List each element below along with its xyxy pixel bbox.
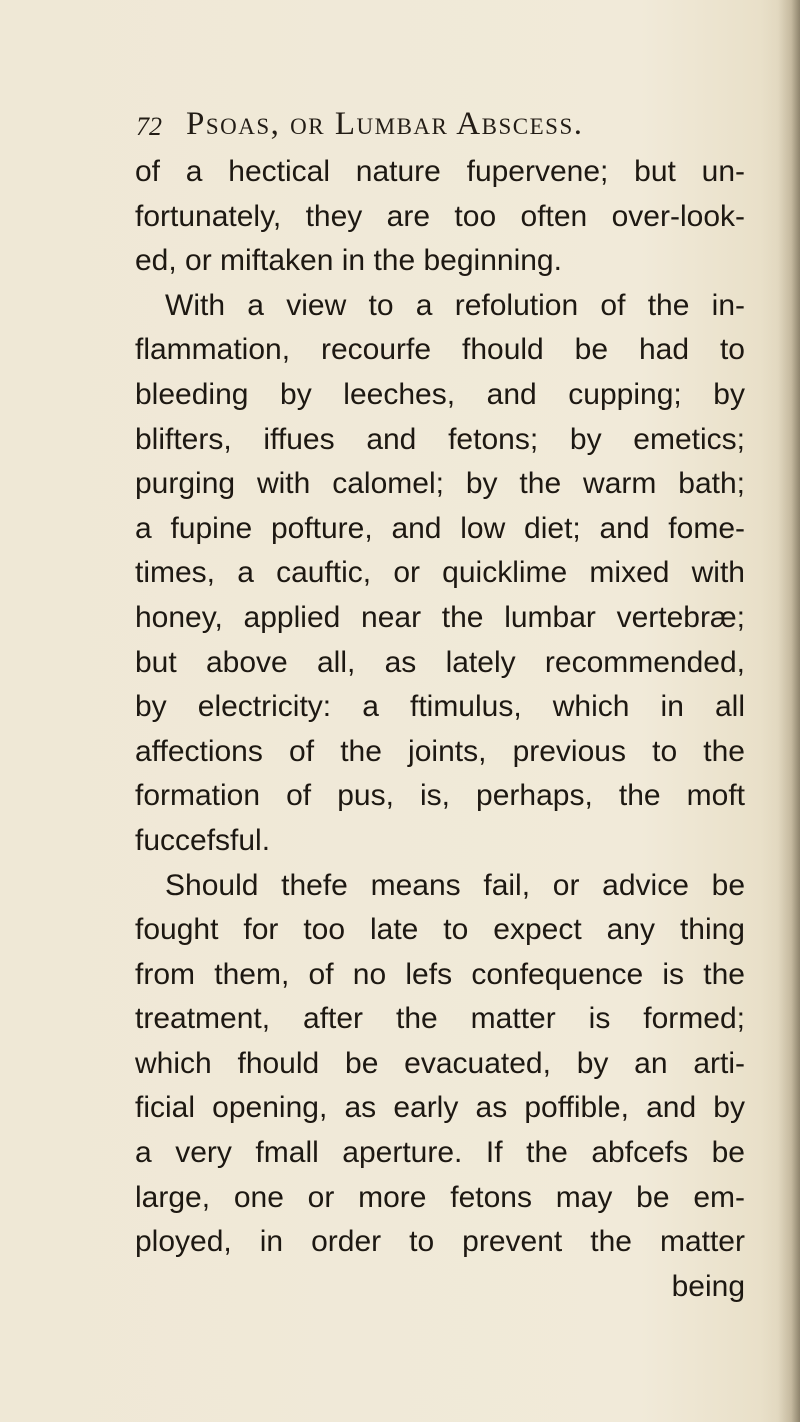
text-line: With a view to a refolution of the in- xyxy=(165,288,745,322)
text-line: but above all, as lately recommended, xyxy=(135,645,745,679)
text-line: of a hectical nature fupervene; but un- xyxy=(135,155,745,188)
text-line: a fupine pofture, and low diet; and fome- xyxy=(135,511,745,545)
text-line: which fhould be evacuated, by an arti- xyxy=(135,1046,745,1080)
text-line: bleeding by leeches, and cupping; by xyxy=(135,377,745,411)
catchword: being xyxy=(671,1269,745,1303)
text-line: by electricity: a ftimulus, which in all xyxy=(135,690,745,724)
running-head: Psoas, or Lumbar Abscess. xyxy=(186,106,584,142)
page-edge-shadow xyxy=(778,0,800,1422)
text-line: large, one or more fetons may be em- xyxy=(135,1180,745,1214)
text-line: fuccefsful. xyxy=(135,823,271,857)
text-line: ployed, in order to prevent the matter xyxy=(135,1225,745,1259)
text-line: treatment, after the matter is formed; xyxy=(135,1002,745,1036)
text-line: affections of the joints, previous to the xyxy=(135,734,745,768)
text-line: formation of pus, is, perhaps, the moft xyxy=(135,779,745,813)
body-text xyxy=(135,150,745,1309)
text-line: times, a cauftic, or quicklime mixed with xyxy=(135,556,745,590)
text-line: ed, or miftaken in the beginning. xyxy=(135,244,562,278)
text-line: honey, applied near the lumbar vertebræ; xyxy=(135,600,745,634)
text-line: blifters, iffues and fetons; by emetics; xyxy=(135,422,745,456)
text-line: fortunately, they are too often over-look- xyxy=(135,199,745,233)
text-line: ficial opening, as early as poffible, and by xyxy=(135,1091,745,1125)
text-line: Should thefe means fail, or advice be xyxy=(165,868,745,902)
text-line: fought for too late to expect any thing xyxy=(135,913,745,947)
page-number: 72 xyxy=(136,112,162,141)
text-line: from them, of no lefs confequence is the xyxy=(135,957,745,991)
text-line: a very fmall aperture. If the abfcefs be xyxy=(135,1136,745,1170)
text-line: purging with calomel; by the warm bath; xyxy=(135,467,745,501)
text-line: flammation, recourfe fhould be had to xyxy=(135,333,745,367)
